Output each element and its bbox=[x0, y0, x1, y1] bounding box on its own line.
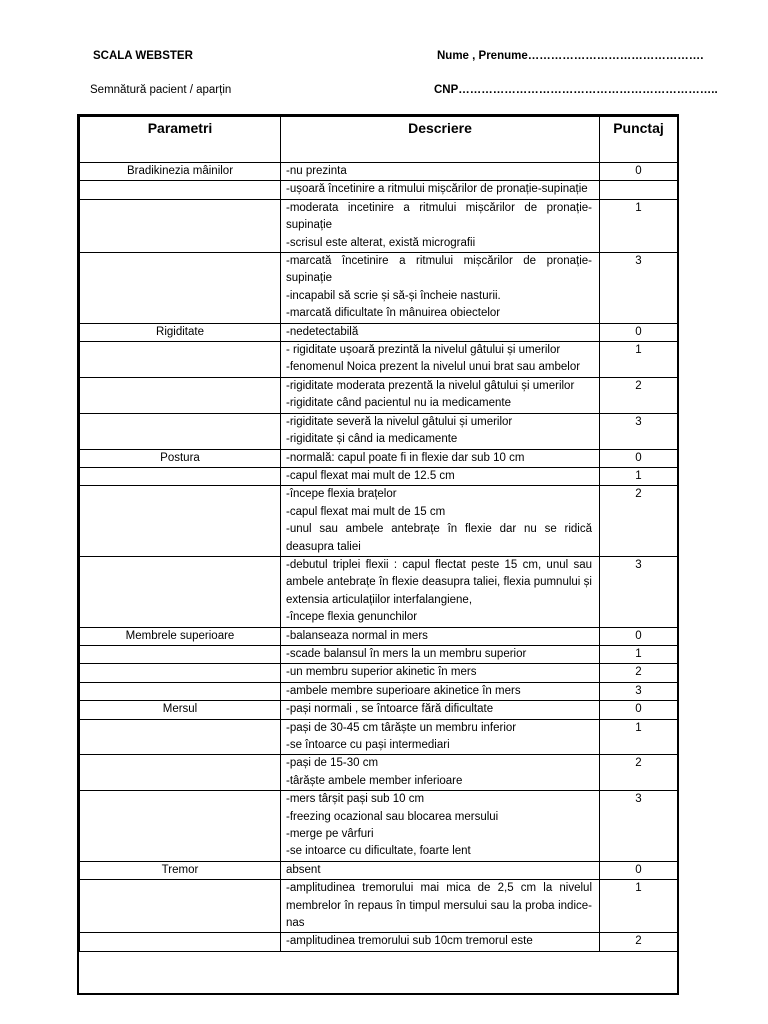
score-cell: 2 bbox=[600, 933, 678, 951]
description-cell bbox=[281, 682, 600, 700]
description-cell bbox=[281, 627, 600, 645]
parameter-cell: Membrele superioare bbox=[80, 627, 281, 645]
document-title: SCALA WEBSTER bbox=[93, 50, 193, 62]
parameter-cell bbox=[80, 645, 281, 663]
description-cell bbox=[281, 755, 600, 791]
description-cell bbox=[281, 861, 600, 879]
description-line: -începe flexia genunchilor bbox=[286, 611, 418, 624]
column-header-parametri: Parametri bbox=[80, 117, 281, 163]
description-line: -balanseaza normal in mers bbox=[286, 629, 428, 642]
score-cell: 0 bbox=[600, 323, 678, 341]
cnp-field: CNP………………………………………………………….. bbox=[434, 84, 718, 96]
table-row bbox=[80, 861, 678, 879]
score-cell: 1 bbox=[600, 880, 678, 933]
description-line: -se intoarce cu dificultate, foarte lent bbox=[286, 845, 471, 858]
parameter-cell bbox=[80, 556, 281, 627]
table-body bbox=[80, 163, 678, 952]
description-cell bbox=[281, 413, 600, 449]
table-row bbox=[80, 556, 678, 627]
description-line: -un membru superior akinetic în mers bbox=[286, 666, 477, 679]
table-row bbox=[80, 701, 678, 719]
description-line: -fenomenul Noica prezent la nivelul unui brat sau ambelor bbox=[286, 361, 581, 374]
description-line: -unul sau ambele antebrațe în flexie dar nu se ridică deasupra taliei bbox=[286, 523, 592, 553]
description-line: -debutul triplei flexii : capul flectat peste 15 cm, unul sau ambele antebrațe în flexie deasupra taliei, flexia pumnului și extensia articulațiilor interfalangiene, bbox=[286, 558, 592, 606]
table-row bbox=[80, 880, 678, 933]
parameter-cell bbox=[80, 880, 281, 933]
description-cell bbox=[281, 181, 600, 199]
table-row bbox=[80, 645, 678, 663]
parameter-cell bbox=[80, 755, 281, 791]
parameter-cell: Rigiditate bbox=[80, 323, 281, 341]
description-cell bbox=[281, 323, 600, 341]
description-cell bbox=[281, 556, 600, 627]
description-line: -se întoarce cu pași intermediari bbox=[286, 739, 450, 751]
description-line: -merge pe vârfuri bbox=[286, 828, 374, 841]
description-line: -nedetectabilă bbox=[286, 325, 359, 338]
parameter-cell bbox=[80, 467, 281, 485]
description-line: -amplitudinea tremorului sub 10cm tremorul este bbox=[286, 935, 533, 948]
signature-label: Semnătură pacient / aparțin bbox=[90, 84, 232, 96]
score-cell: 3 bbox=[600, 791, 678, 862]
table-header-row bbox=[80, 117, 678, 163]
parameter-cell bbox=[80, 933, 281, 951]
score-cell: 2 bbox=[600, 377, 678, 413]
parameter-cell bbox=[80, 181, 281, 199]
description-line: -pași de 15-30 cm bbox=[286, 757, 379, 770]
score-cell: 3 bbox=[600, 413, 678, 449]
description-line: -pași normali , se întoarce fără dificultate bbox=[286, 703, 494, 716]
score-cell: 2 bbox=[600, 664, 678, 682]
table-row bbox=[80, 413, 678, 449]
table-row bbox=[80, 449, 678, 467]
table-row bbox=[80, 755, 678, 791]
score-cell: 0 bbox=[600, 627, 678, 645]
parameter-cell bbox=[80, 486, 281, 557]
description-line: -târăște ambele member inferioare bbox=[286, 774, 463, 787]
score-cell: 3 bbox=[600, 682, 678, 700]
score-cell: 0 bbox=[600, 861, 678, 879]
description-cell bbox=[281, 719, 600, 755]
description-line: -marcată încetinire a ritmului mișcărilor de pronație-supinație bbox=[286, 255, 592, 285]
description-line: -ușoară încetinire a ritmului mișcărilor de pronație-supinație bbox=[286, 183, 588, 196]
parameter-cell bbox=[80, 664, 281, 682]
description-cell bbox=[281, 199, 600, 252]
table-row bbox=[80, 486, 678, 557]
score-cell: 1 bbox=[600, 342, 678, 378]
description-line: -marcată dificultate în mânuirea obiectelor bbox=[286, 307, 501, 320]
score-cell: 0 bbox=[600, 163, 678, 181]
score-cell bbox=[600, 181, 678, 199]
table-row bbox=[80, 181, 678, 199]
table-row bbox=[80, 377, 678, 413]
description-cell bbox=[281, 701, 600, 719]
table-row bbox=[80, 467, 678, 485]
parameter-cell bbox=[80, 253, 281, 324]
column-header-punctaj: Punctaj bbox=[600, 117, 678, 163]
description-cell bbox=[281, 664, 600, 682]
column-header-descriere: Descriere bbox=[281, 117, 600, 163]
table-row bbox=[80, 791, 678, 862]
score-cell: 1 bbox=[600, 645, 678, 663]
score-cell: 1 bbox=[600, 719, 678, 755]
description-line: -mers târșit pași sub 10 cm bbox=[286, 793, 425, 806]
description-line: -scrisul este alterat, există micrografii bbox=[286, 236, 476, 249]
table-row bbox=[80, 199, 678, 252]
description-cell bbox=[281, 467, 600, 485]
table-row bbox=[80, 664, 678, 682]
description-cell bbox=[281, 791, 600, 862]
parameter-cell bbox=[80, 682, 281, 700]
score-cell: 2 bbox=[600, 755, 678, 791]
table-row bbox=[80, 253, 678, 324]
description-cell bbox=[281, 163, 600, 181]
parameter-cell bbox=[80, 791, 281, 862]
table-row bbox=[80, 719, 678, 755]
parameter-cell bbox=[80, 413, 281, 449]
webster-scale-table bbox=[77, 114, 679, 995]
score-cell: 3 bbox=[600, 253, 678, 324]
description-line: -moderata incetinire a ritmului mișcărilor de pronație-supinație bbox=[286, 201, 592, 232]
description-line: -rigiditate moderata prezentă la nivelul gâtului și umerilor bbox=[286, 379, 575, 392]
table-row bbox=[80, 627, 678, 645]
description-line: -amplitudinea tremorului mai mica de 2,5 cm la nivelul membrelor în repaus în timpul mersului sau la proba indice-nas bbox=[286, 882, 592, 930]
description-line: -rigiditate când pacientul nu ia medicamente bbox=[286, 397, 512, 410]
description-line: -rigiditate și când ia medicamente bbox=[286, 433, 458, 446]
description-line: -capul flexat mai mult de 15 cm bbox=[286, 505, 446, 518]
description-cell bbox=[281, 933, 600, 951]
parameter-cell bbox=[80, 342, 281, 378]
score-cell: 0 bbox=[600, 701, 678, 719]
table-row bbox=[80, 682, 678, 700]
parameter-cell bbox=[80, 377, 281, 413]
score-cell: 1 bbox=[600, 467, 678, 485]
description-line: -capul flexat mai mult de 12.5 cm bbox=[286, 469, 455, 482]
score-cell: 1 bbox=[600, 199, 678, 252]
parameter-cell: Tremor bbox=[80, 861, 281, 879]
description-cell bbox=[281, 253, 600, 324]
name-field: Nume , Prenume………………………………………. bbox=[437, 50, 704, 62]
description-cell bbox=[281, 449, 600, 467]
table-row bbox=[80, 163, 678, 181]
description-line: -incapabil să scrie și să-și încheie nasturii. bbox=[286, 289, 501, 302]
table-row bbox=[80, 342, 678, 378]
description-cell bbox=[281, 645, 600, 663]
parameter-cell bbox=[80, 719, 281, 755]
description-line: -rigiditate severă la nivelul gâtului și umerilor bbox=[286, 415, 513, 428]
description-cell bbox=[281, 377, 600, 413]
description-cell bbox=[281, 342, 600, 378]
description-line: -normală: capul poate fi in flexie dar sub 10 cm bbox=[286, 451, 525, 464]
description-line: -ambele membre superioare akinetice în mers bbox=[286, 684, 521, 697]
table-row bbox=[80, 933, 678, 951]
description-line: -nu prezinta bbox=[286, 165, 347, 177]
table-row bbox=[80, 323, 678, 341]
score-cell: 3 bbox=[600, 556, 678, 627]
parameter-cell: Mersul bbox=[80, 701, 281, 719]
description-line: - rigiditate ușoară prezintă la nivelul gâtului și umerilor bbox=[286, 344, 561, 357]
description-cell bbox=[281, 486, 600, 557]
score-cell: 0 bbox=[600, 449, 678, 467]
parameter-cell: Bradikinezia mâinilor bbox=[80, 163, 281, 181]
score-cell: 2 bbox=[600, 486, 678, 557]
description-line: -scade balansul în mers la un membru superior bbox=[286, 647, 527, 660]
parameter-cell bbox=[80, 199, 281, 252]
description-cell bbox=[281, 880, 600, 933]
description-line: -freezing ocazional sau blocarea mersului bbox=[286, 810, 499, 823]
parameter-cell: Postura bbox=[80, 449, 281, 467]
description-line: absent bbox=[286, 863, 321, 876]
description-line: -începe flexia brațelor bbox=[286, 488, 397, 501]
description-line: -pași de 30-45 cm târăște un membru inferior bbox=[286, 721, 517, 734]
